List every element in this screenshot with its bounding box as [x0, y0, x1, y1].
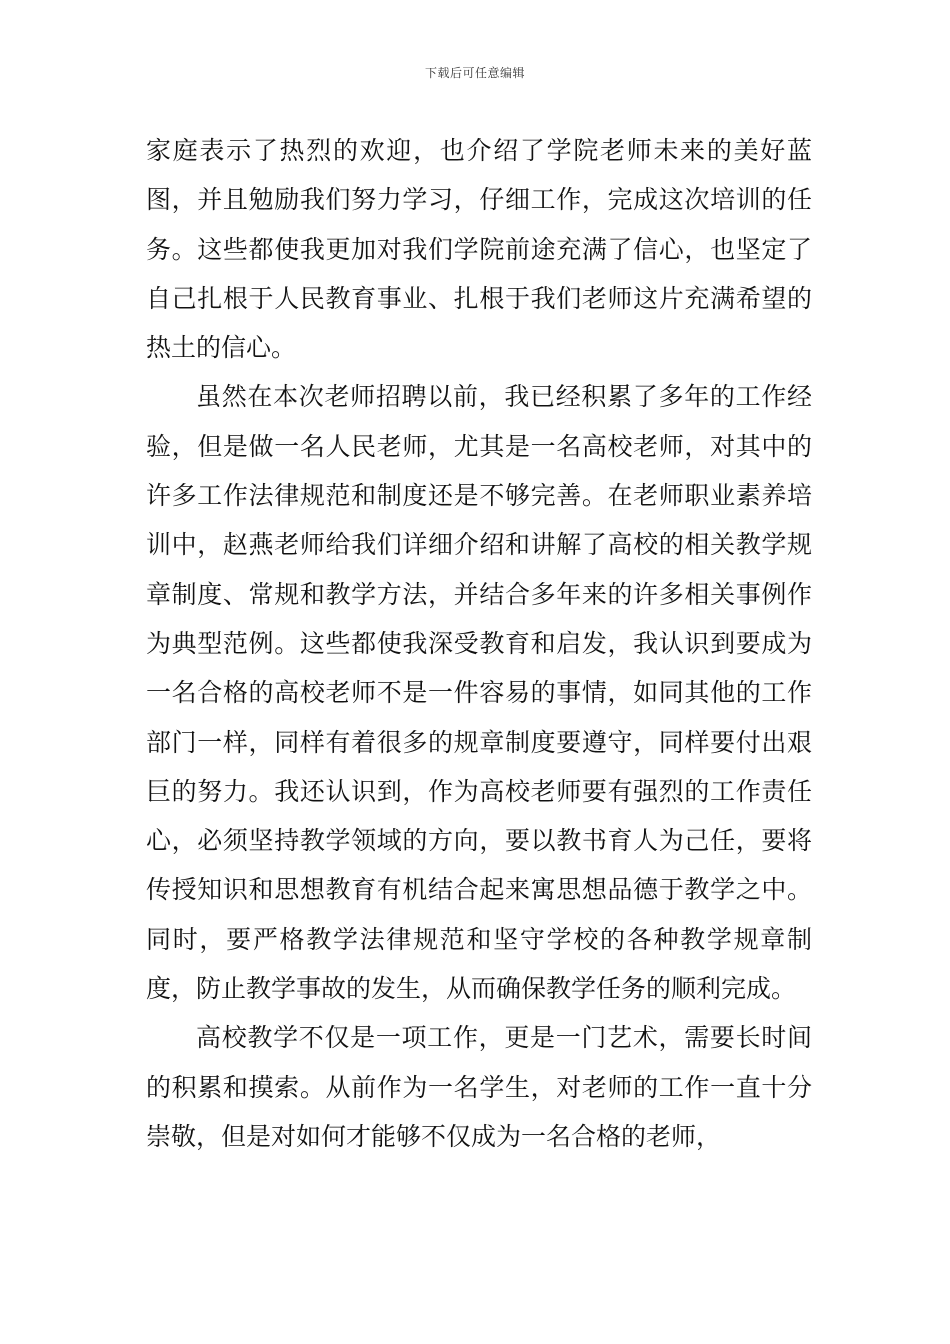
document-body — [146, 126, 812, 1161]
paragraph-3: 高校教学不仅是一项工作，更是一门艺术，需要长时间的积累和摸索。从前作为一名学生，对老师的工作一直十分崇敬，但是对如何才能够不仅成为一名合格的老师， — [146, 1023, 812, 1151]
page-header: 下载后可任意编辑 — [424, 66, 525, 80]
paragraph-2: 虽然在本次老师招聘以前，我已经积累了多年的工作经验，但是做一名人民老师，尤其是一名高校老师，对其中的许多工作法律规范和制度还是不够完善。在老师职业素养培训中，赵燕老师给我们详细介绍和讲解了高校的相关教学规章制度、常规和教学方法，并结合多年来的许多相关事例作为典型范例。这些都使我深受教育和启发，我认识到要成为一名合格的高校老师不是一件容易的事情，如同其他的工作部门一样，同样有着很多的规章制度要遵守，同样要付出艰巨的努力。我还认识到，作为高校老师要有强烈的工作责任心，必须坚持教学领域的方向，要以教书育人为己任，要将传授知识和思想教育有机结合起来寓思想品德于教学之中。同时，要严格教学法律规范和坚守学校的各种教学规章制度，防止教学事故的发生，从而确保教学任务的顺利完成。 — [146, 382, 812, 1004]
paragraph-1: 家庭表示了热烈的欢迎，也介绍了学院老师未来的美好蓝图，并且勉励我们努力学习，仔细工作，完成这次培训的任务。这些都使我更加对我们学院前途充满了信心，也坚定了自己扎根于人民教育事业、扎根于我们老师这片充满希望的热土的信心。 — [146, 136, 812, 363]
